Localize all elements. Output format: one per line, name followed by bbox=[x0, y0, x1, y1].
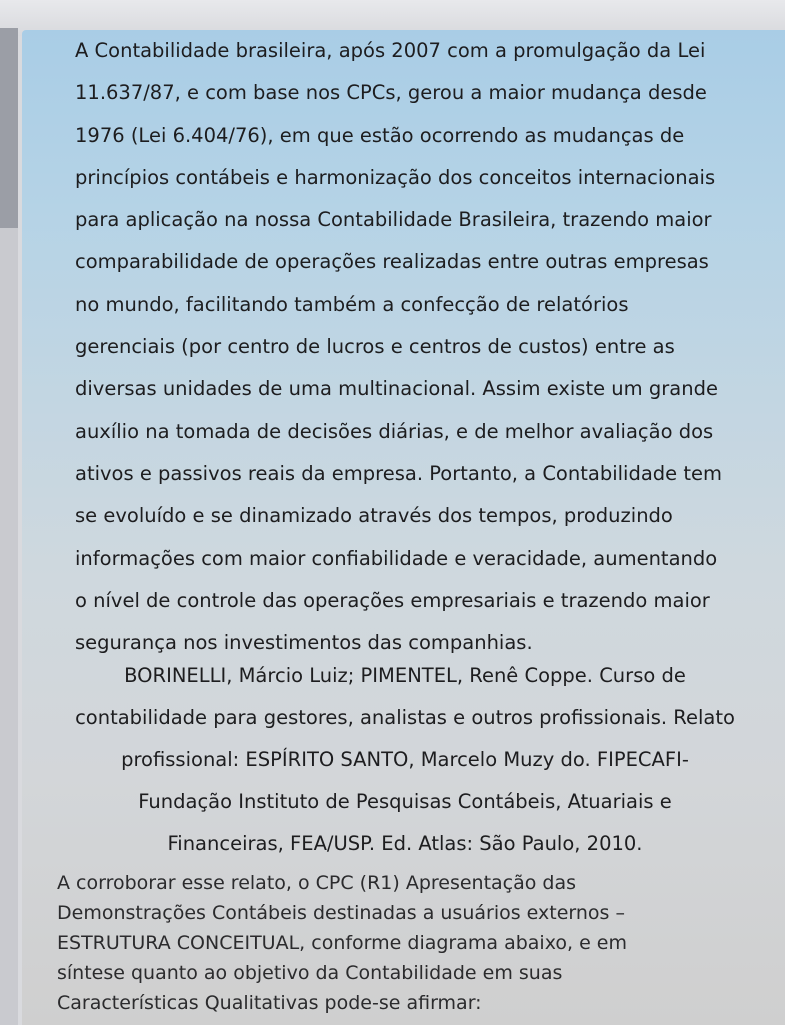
question-line: Características Qualitativas pode-se afirmar: bbox=[57, 992, 482, 1014]
intro-line: gerenciais (por centro de lucros e centros de custos) entre as bbox=[75, 335, 675, 359]
citation-line: contabilidade para gestores, analistas e outros profissionais. Relato bbox=[75, 706, 735, 729]
citation-line: Fundação Instituto de Pesquisas Contábeis, Atuariais e bbox=[138, 790, 672, 813]
intro-line: A Contabilidade brasileira, após 2007 com a promulgação da Lei bbox=[75, 39, 706, 62]
intro-line: diversas unidades de uma multinacional. Assim existe um grande bbox=[75, 377, 718, 401]
intro-paragraph bbox=[75, 30, 722, 664]
citation-line: profissional: ESPÍRITO SANTO, Marcelo Muzy do. FIPECAFI- bbox=[121, 748, 689, 771]
left-scrollbar[interactable] bbox=[0, 28, 18, 228]
intro-line: 11.637/87, e com base nos CPCs, gerou a maior mudança desde bbox=[75, 81, 707, 105]
question-line: Demonstrações Contábeis destinadas a usuários externos – bbox=[57, 902, 625, 924]
intro-line: princípios contábeis e harmonização dos conceitos internacionais bbox=[75, 165, 716, 189]
intro-line: o nível de controle das operações empresariais e trazendo maior bbox=[75, 588, 710, 612]
intro-line: comparabilidade de operações realizadas entre outras empresas bbox=[75, 250, 709, 274]
left-margin bbox=[0, 228, 18, 1025]
intro-line: 1976 (Lei 6.404/76), em que estão ocorrendo as mudanças de bbox=[75, 123, 685, 147]
intro-line: para aplicação na nossa Contabilidade Brasileira, trazendo maior bbox=[75, 208, 712, 232]
citation-line: Financeiras, FEA/USP. Ed. Atlas: São Paulo, 2010. bbox=[167, 832, 643, 855]
intro-line: segurança nos investimentos das companhias. bbox=[75, 631, 533, 655]
intro-line: se evoluído e se dinamizado através dos tempos, produzindo bbox=[75, 504, 673, 528]
question-line: ESTRUTURA CONCEITUAL, conforme diagrama abaixo, e em bbox=[57, 932, 627, 954]
intro-line: informações com maior confiabilidade e veracidade, aumentando bbox=[75, 546, 718, 570]
question-prompt bbox=[57, 868, 627, 1018]
intro-line: no mundo, facilitando também a confecção de relatórios bbox=[75, 292, 629, 316]
intro-line: ativos e passivos reais da empresa. Portanto, a Contabilidade tem bbox=[75, 461, 722, 485]
intro-line: auxílio na tomada de decisões diárias, e de melhor avaliação dos bbox=[75, 419, 714, 443]
citation-reference bbox=[62, 655, 748, 865]
citation-line: BORINELLI, Márcio Luiz; PIMENTEL, Renê Coppe. Curso de bbox=[124, 664, 686, 687]
question-line: síntese quanto ao objetivo da Contabilidade em suas bbox=[57, 962, 563, 984]
question-line: A corroborar esse relato, o CPC (R1) Apresentação das bbox=[57, 872, 577, 894]
